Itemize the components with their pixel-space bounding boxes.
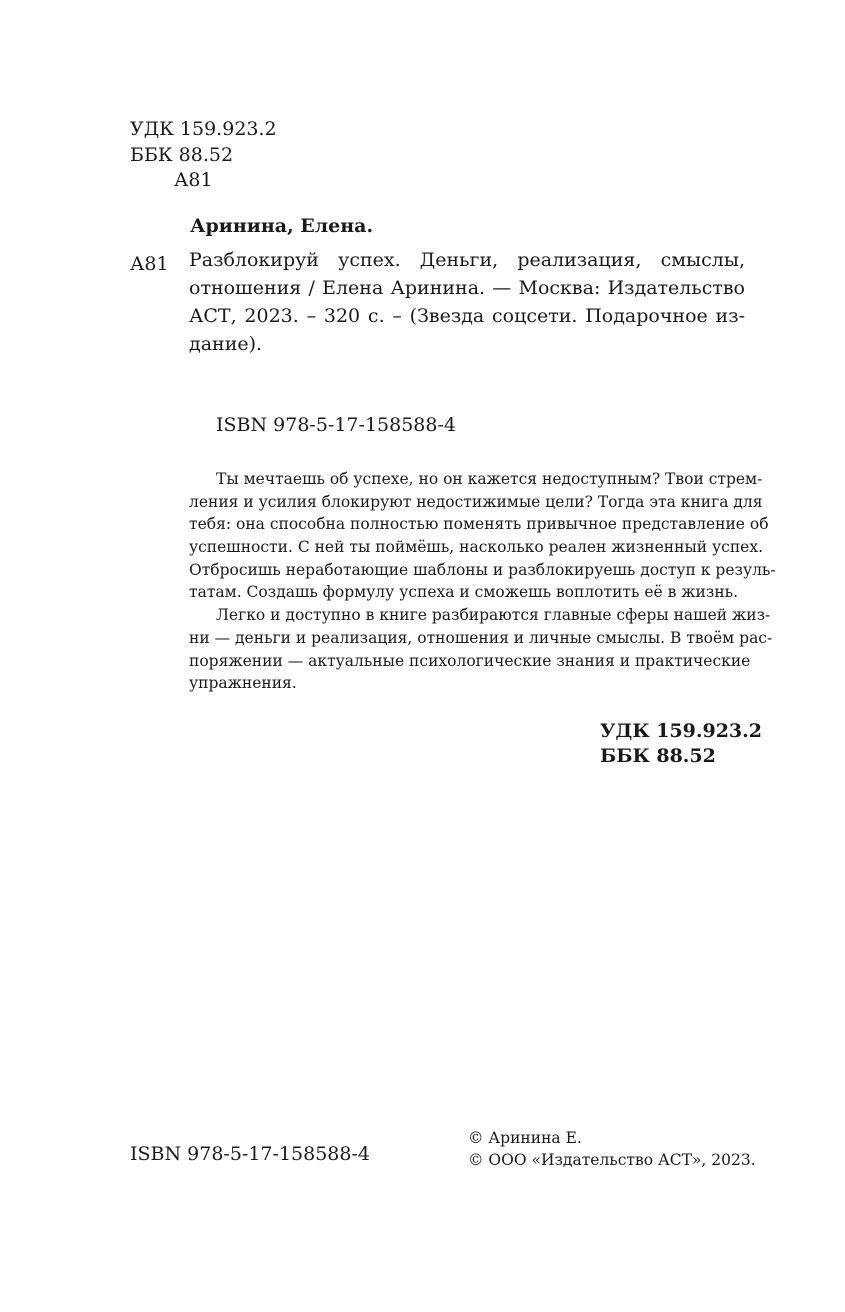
annotation-line: Ты мечтаешь об успехе, но он кажется недоступным? Твои стрем- — [216, 470, 763, 488]
annotation-line: татам. Создашь формулу успеха и сможешь воплотить её в жизнь. — [189, 583, 739, 602]
bbk-code-right: ББК 88.52 — [600, 745, 716, 767]
annotation-line: успешности. С ней ты поймёшь, насколько реален жизненный успех. — [189, 538, 764, 557]
annotation-line: поряжении — актуальные психологические знания и практические — [189, 651, 751, 670]
author-mark-top: А81 — [174, 169, 213, 191]
isbn-middle: ISBN 978-5-17-158588-4 — [216, 414, 456, 436]
annotation-line: тебя: она способна полностью поменять привычное представление об — [189, 515, 769, 534]
copyright-publisher: © ООО «Издательство АСТ», 2023. — [468, 1151, 756, 1169]
udk-code-top: УДК 159.923.2 — [130, 118, 277, 140]
annotation-line: ления и усилия блокируют недостижимые цели? Тогда эта книга для — [189, 492, 763, 511]
bib-line: Разблокируй успех. Деньги, реализация, смыслы, — [189, 249, 745, 271]
bib-line: отношения / Елена Аринина. — Москва: Издательство — [189, 277, 745, 299]
bib-line: АСТ, 2023. – 320 с. – (Звезда соцсети. Подарочное из- — [189, 305, 745, 327]
author-heading: Аринина, Елена. — [190, 215, 374, 237]
bib-line: дание). — [189, 333, 263, 355]
annotation-line: Легко и доступно в книге разбираются главные сферы нашей жиз- — [216, 606, 771, 625]
isbn-bottom: ISBN 978-5-17-158588-4 — [130, 1143, 370, 1165]
copyright-author: © Аринина Е. — [468, 1129, 582, 1147]
bibliographic-entry — [189, 246, 745, 358]
annotation — [189, 468, 776, 695]
annotation-line: ни — деньги и реализация, отношения и личные смыслы. В твоём рас- — [189, 628, 773, 647]
annotation-line: Отбросишь неработающие шаблоны и разблокируешь доступ к резуль- — [189, 560, 776, 579]
udk-code-right: УДК 159.923.2 — [600, 720, 762, 742]
bbk-code-top: ББК 88.52 — [130, 144, 234, 166]
author-mark-side: А81 — [130, 253, 169, 275]
annotation-line: упражнения. — [189, 674, 297, 693]
